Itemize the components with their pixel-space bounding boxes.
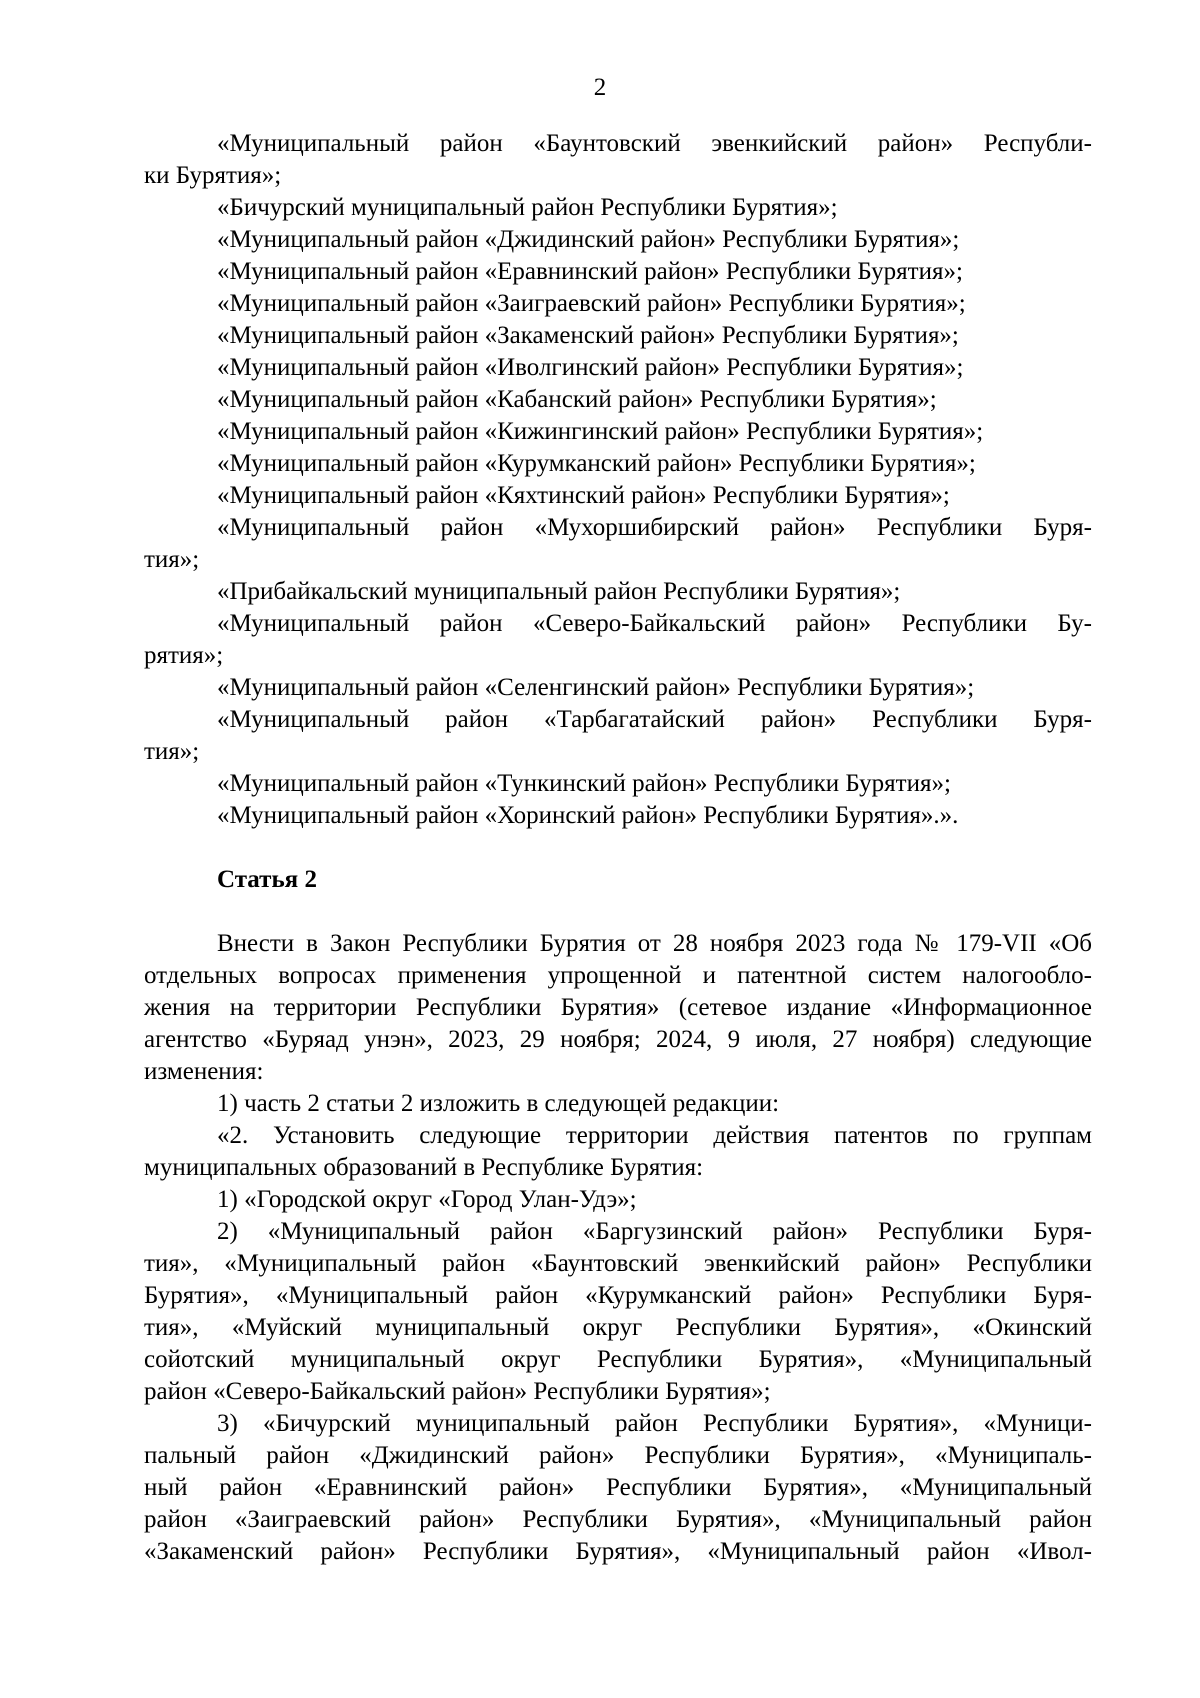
- list-item: [144, 512, 1092, 576]
- paragraph-line: «Закаменский район» Республики Бурятия», «Муниципальный район «Ивол-: [144, 1538, 1092, 1565]
- article-heading: Статья 2: [217, 866, 317, 893]
- list-item-line: «Муниципальный район «Тункинский район» Республики Бурятия»;: [217, 770, 951, 797]
- list-item-line: «Муниципальный район «Закаменский район» Республики Бурятия»;: [217, 322, 959, 349]
- paragraph-line: район «Северо-Байкальский район» Республики Бурятия»;: [144, 1378, 771, 1405]
- list-item-line: «Муниципальный район «Кижингинский район» Республики Бурятия»;: [217, 418, 984, 445]
- list-item: [144, 704, 1092, 768]
- list-item: [144, 320, 1092, 352]
- paragraph-line: отдельных вопросах применения упрощенной и патентной систем налогообло-: [144, 962, 1092, 989]
- group-2-paragraph: [144, 1216, 1092, 1408]
- list-item: [144, 768, 1092, 800]
- list-item: [144, 224, 1092, 256]
- list-item-line: «Муниципальный район «Кяхтинский район» Республики Бурятия»;: [217, 482, 950, 509]
- paragraph-line: ный район «Еравнинский район» Республики Бурятия», «Муниципальный: [144, 1474, 1092, 1501]
- list-item-line: «Муниципальный район «Курумканский район» Республики Бурятия»;: [217, 450, 976, 477]
- list-item: [144, 608, 1092, 672]
- list-item: [144, 128, 1092, 192]
- paragraph-line: Внести в Закон Республики Бурятия от 28 ноября 2023 года № 179-VII «Об: [217, 930, 1092, 957]
- list-item: [144, 352, 1092, 384]
- group-3-paragraph: [144, 1408, 1092, 1568]
- list-item-line: «Муниципальный район «Баунтовский эвенкийский район» Республи-: [217, 130, 1092, 157]
- paragraph-line: «2. Установить следующие территории действия патентов по группам: [217, 1122, 1092, 1149]
- list-item-line: «Муниципальный район «Кабанский район» Республики Бурятия»;: [217, 386, 937, 413]
- list-item: [144, 288, 1092, 320]
- paragraph-line: агентство «Буряад унэн», 2023, 29 ноября; 2024, 9 июля, 27 ноября) следующие: [144, 1026, 1092, 1053]
- paragraph-line: 3) «Бичурский муниципальный район Республики Бурятия», «Муници-: [217, 1410, 1092, 1437]
- list-item: [144, 480, 1092, 512]
- list-item-line: «Муниципальный район «Еравнинский район» Республики Бурятия»;: [217, 258, 963, 285]
- paragraph-line: Бурятия», «Муниципальный район «Курумканский район» Республики Буря-: [144, 1282, 1092, 1309]
- list-item-continuation: тия»;: [144, 546, 200, 573]
- list-item-line: «Прибайкальский муниципальный район Республики Бурятия»;: [217, 578, 901, 605]
- list-item-line: «Муниципальный район «Мухоршибирский район» Республики Буря-: [217, 514, 1092, 541]
- page-number: 2: [593, 74, 607, 101]
- list-item-line: «Муниципальный район «Заиграевский район» Республики Бурятия»;: [217, 290, 966, 317]
- list-item-line: «Муниципальный район «Северо-Байкальский район» Республики Бу-: [217, 610, 1092, 637]
- paragraph-line: тия», «Муниципальный район «Баунтовский эвенкийский район» Республики: [144, 1250, 1092, 1277]
- list-item: [144, 416, 1092, 448]
- list-item-line: «Муниципальный район «Джидинский район» Республики Бурятия»;: [217, 226, 960, 253]
- article-intro-paragraph: [144, 928, 1092, 1088]
- district-list: [144, 128, 1092, 832]
- paragraph-line: пальный район «Джидинский район» Республики Бурятия», «Муниципаль-: [144, 1442, 1092, 1469]
- paragraph-line: жения на территории Республики Бурятия» (сетевое издание «Информационное: [144, 994, 1092, 1021]
- paragraph-line: изменения:: [144, 1058, 264, 1085]
- list-item: [144, 672, 1092, 704]
- list-item: [144, 800, 1092, 832]
- list-item-continuation: тия»;: [144, 738, 200, 765]
- list-item-line: «Муниципальный район «Иволгинский район» Республики Бурятия»;: [217, 354, 964, 381]
- list-item-line: «Муниципальный район «Селенгинский район» Республики Бурятия»;: [217, 674, 975, 701]
- paragraph-line: муниципальных образований в Республике Бурятия:: [144, 1154, 704, 1181]
- paragraph-line: 2) «Муниципальный район «Баргузинский район» Республики Буря-: [217, 1218, 1092, 1245]
- list-item: [144, 384, 1092, 416]
- list-item-line: «Муниципальный район «Хоринский район» Республики Бурятия».».: [217, 802, 959, 829]
- list-item-continuation: ки Бурятия»;: [144, 162, 282, 189]
- list-item: [144, 192, 1092, 224]
- list-item: [144, 576, 1092, 608]
- item-1: 1) часть 2 статьи 2 изложить в следующей редакции:: [217, 1090, 780, 1117]
- group-1: 1) «Городской округ «Город Улан-Удэ»;: [217, 1186, 637, 1213]
- list-item: [144, 448, 1092, 480]
- list-item-line: «Бичурский муниципальный район Республики Бурятия»;: [217, 194, 838, 221]
- paragraph-line: сойотский муниципальный округ Республики Бурятия», «Муниципальный: [144, 1346, 1092, 1373]
- paragraph-line: тия», «Муйский муниципальный округ Республики Бурятия», «Окинский: [144, 1314, 1092, 1341]
- list-item: [144, 256, 1092, 288]
- paragraph-line: район «Заиграевский район» Республики Бурятия», «Муниципальный район: [144, 1506, 1092, 1533]
- quote-intro-paragraph: [144, 1120, 1092, 1184]
- list-item-line: «Муниципальный район «Тарбагатайский район» Республики Буря-: [217, 706, 1092, 733]
- document-body: [144, 128, 1092, 1568]
- list-item-continuation: рятия»;: [144, 642, 224, 669]
